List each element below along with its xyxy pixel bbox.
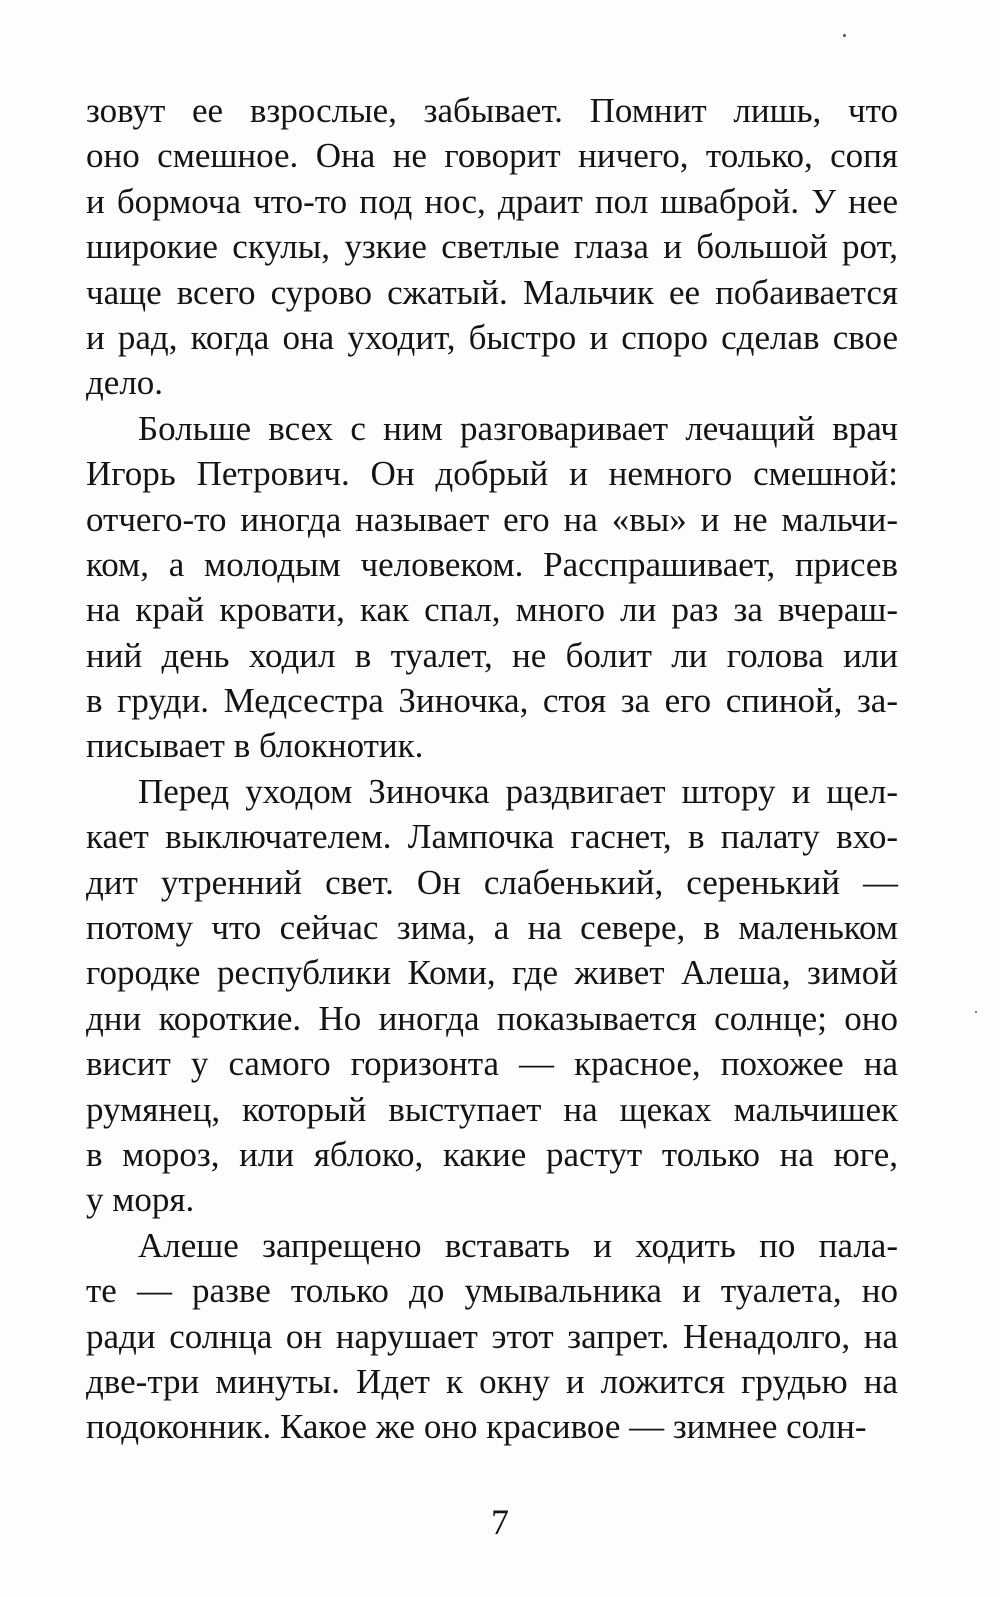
text-line: в груди. Медсестра Зиночка, стоя за его спиной, за- [86,681,898,721]
text-line: Больше всех с ним разговаривает лечащий врач [138,408,898,448]
text-line: румянец, который выступает на щеках мальчишек [86,1089,898,1129]
text-line: подоконник. Какое же оно красивое — зимнее солн- [86,1407,867,1447]
text-line: отчего-то иногда называет его на «вы» и не мальчи- [86,499,898,539]
text-line: чаще всего сурово сжатый. Мальчик ее побаивается [86,272,898,312]
text-line: широкие скулы, узкие светлые глаза и большой рот, [86,227,898,267]
text-line: зовут ее взрослые, забывает. Помнит лишь, что [86,91,898,130]
text-line: ком, а молодым человеком. Расспрашивает, присев [86,544,898,584]
page-number: 7 [491,1502,509,1542]
text-line: ради солнца он нарушает этот запрет. Ненадолго, на [86,1316,898,1356]
paragraph [86,769,898,1223]
paragraph [86,406,898,769]
text-line: Алеше запрещено вставать и ходить по пала- [138,1225,898,1265]
paragraph [86,1223,898,1450]
text-line: городке республики Коми, где живет Алеша, зимой [86,953,898,993]
text-line: те — разве только до умывальника и туалета, но [86,1271,898,1311]
text-line: кает выключателем. Лампочка гаснет, в палату вхо- [86,817,898,857]
text-line: оно смешное. Она не говорит ничего, только, сопя [86,136,898,176]
paragraph [86,88,898,406]
text-line: дни короткие. Но иногда показывается солнце; оно [86,998,898,1038]
text-line: дит утренний свет. Он слабенький, серенький — [86,862,898,902]
text-line: Перед уходом Зиночка раздвигает штору и щел- [138,771,898,811]
text-line: на край кровати, как спал, много ли раз за вчераш- [86,590,898,630]
text-line: в мороз, или яблоко, какие растут только на юге, [86,1134,898,1174]
page-body-text [86,88,898,1450]
text-line: писывает в блокнотик. [86,726,424,766]
text-line: и бормоча что-то под нос, драит пол шваброй. У нее [86,181,898,221]
text-line: две-три минуты. Идет к окну и ложится грудью на [86,1361,898,1401]
text-line: ний день ходил в туалет, не болит ли голова или [86,635,898,675]
text-line: потому что сейчас зима, а на севере, в маленьком [86,908,898,948]
text-line: и рад, когда она уходит, быстро и споро сделав свое [86,317,898,357]
text-line: висит у самого горизонта — красное, похожее на [86,1044,898,1084]
text-line: дело. [86,363,164,403]
text-line: Игорь Петрович. Он добрый и немного смешной: [86,454,898,494]
print-speck [975,1011,977,1013]
print-speck [843,34,846,37]
text-line: у моря. [86,1180,195,1220]
